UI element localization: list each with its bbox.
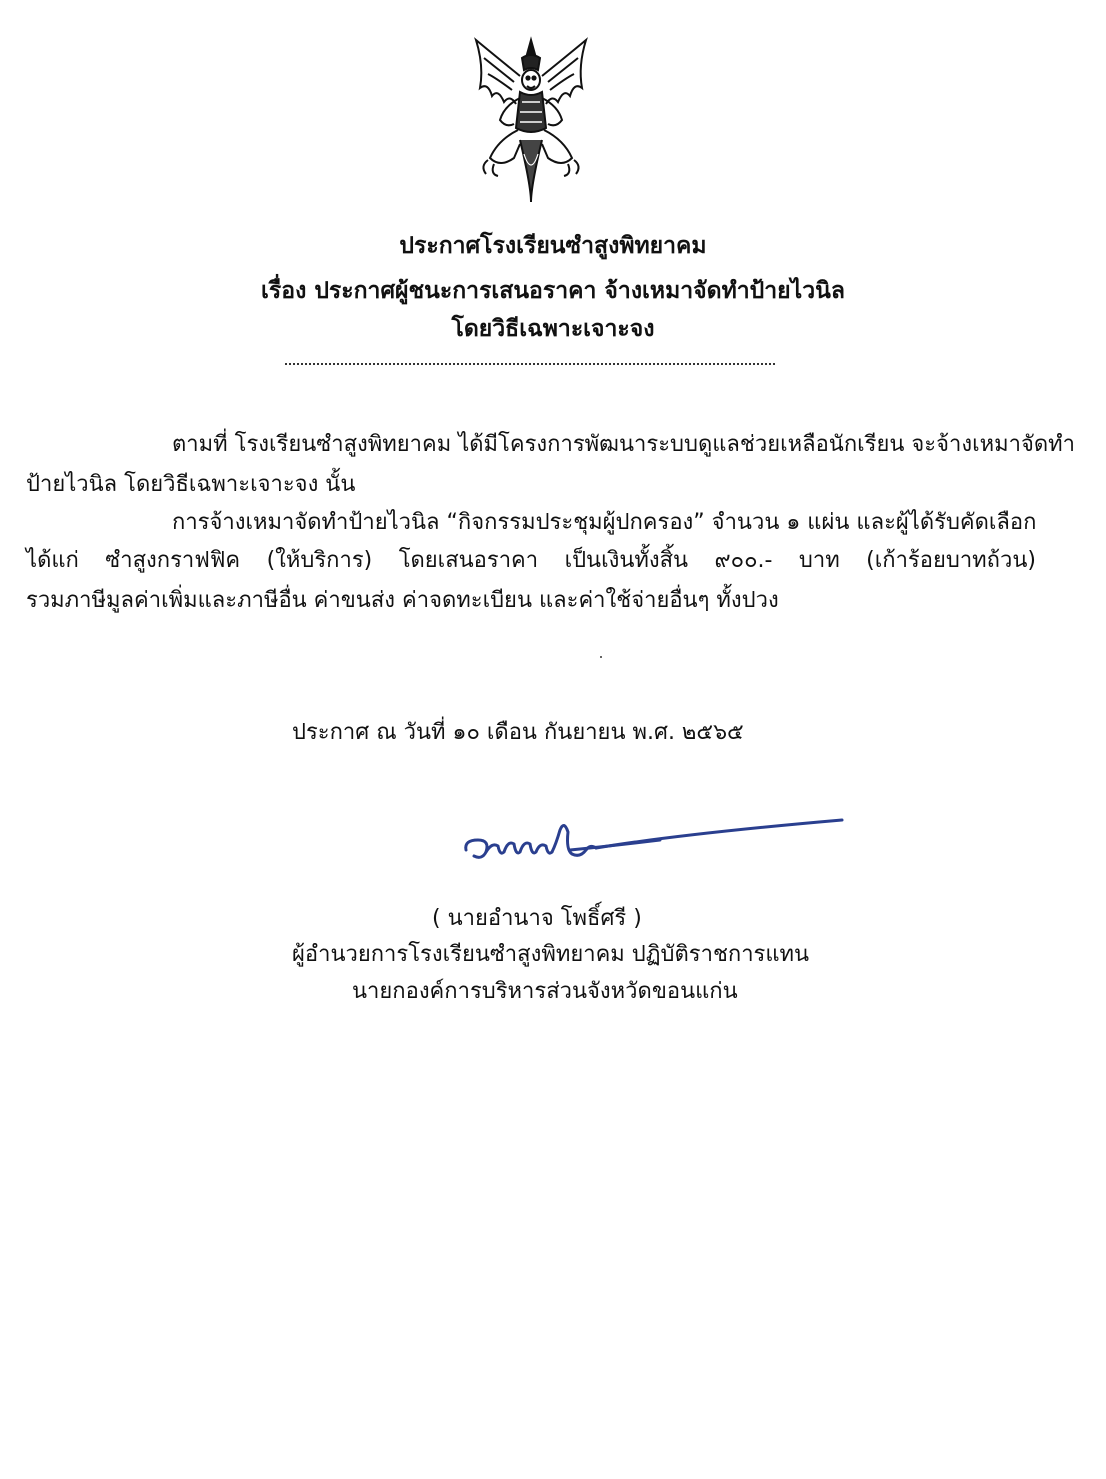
paragraph-1-line-2: ป้ายไวนิล โดยวิธีเฉพาะเจาะจง นั้น (26, 472, 356, 497)
paragraph-2-line-3: รวมภาษีมูลค่าเพิ่มและภาษีอื่น ค่าขนส่ง ค่าจดทะเบียน และค่าใช้จ่ายอื่นๆ ทั้งปวง (26, 588, 779, 613)
word: (ให้บริการ) (266, 548, 373, 573)
signatory-position: ผู้อำนวยการโรงเรียนซำสูงพิทยาคม ปฏิบัติราชการแทน (292, 942, 810, 967)
dotted-divider (285, 363, 775, 365)
announcement-subject: เรื่อง ประกาศผู้ชนะการเสนอราคา จ้างเหมาจัดทำป้ายไวนิล (261, 278, 845, 304)
paragraph-1-line-1: ตามที่ โรงเรียนซำสูงพิทยาคม ได้มีโครงการพัฒนาระบบดูแลช่วยเหลือนักเรียน จะจ้างเหมาจัดทำ (172, 432, 1076, 457)
paragraph-2-line-2 (26, 546, 1036, 576)
announcement-date: ประกาศ ณ วันที่ ๑๐ เดือน กันยายน พ.ศ. ๒๕๖๕ (292, 720, 744, 745)
garuda-emblem-icon (470, 36, 592, 208)
handwritten-signature-icon (460, 810, 850, 870)
price-in-words: (เก้าร้อยบาทถ้วน) (866, 548, 1036, 573)
word: โดยเสนอราคา (398, 548, 539, 573)
word: ได้แก่ (26, 548, 79, 573)
announcement-title: ประกาศโรงเรียนซำสูงพิทยาคม (399, 233, 707, 259)
announcement-method: โดยวิธีเฉพาะเจาะจง (451, 316, 655, 342)
scan-speck (600, 656, 602, 658)
signatory-acting-for: นายกองค์การบริหารส่วนจังหวัดขอนแก่น (352, 979, 738, 1004)
word: บาท (798, 548, 840, 573)
price-amount: ๙๐๐.- (714, 548, 773, 573)
word: ซำสูงกราฟฟิค (105, 548, 241, 573)
signatory-name: ( นายอำนาจ โพธิ์ศรี ) (432, 906, 642, 931)
paragraph-2-line-1: การจ้างเหมาจัดทำป้ายไวนิล “กิจกรรมประชุมผู้ปกครอง” จำนวน ๑ แผ่น และผู้ได้รับคัดเลือก (172, 510, 1037, 535)
word: เป็นเงินทั้งสิ้น (564, 548, 689, 573)
